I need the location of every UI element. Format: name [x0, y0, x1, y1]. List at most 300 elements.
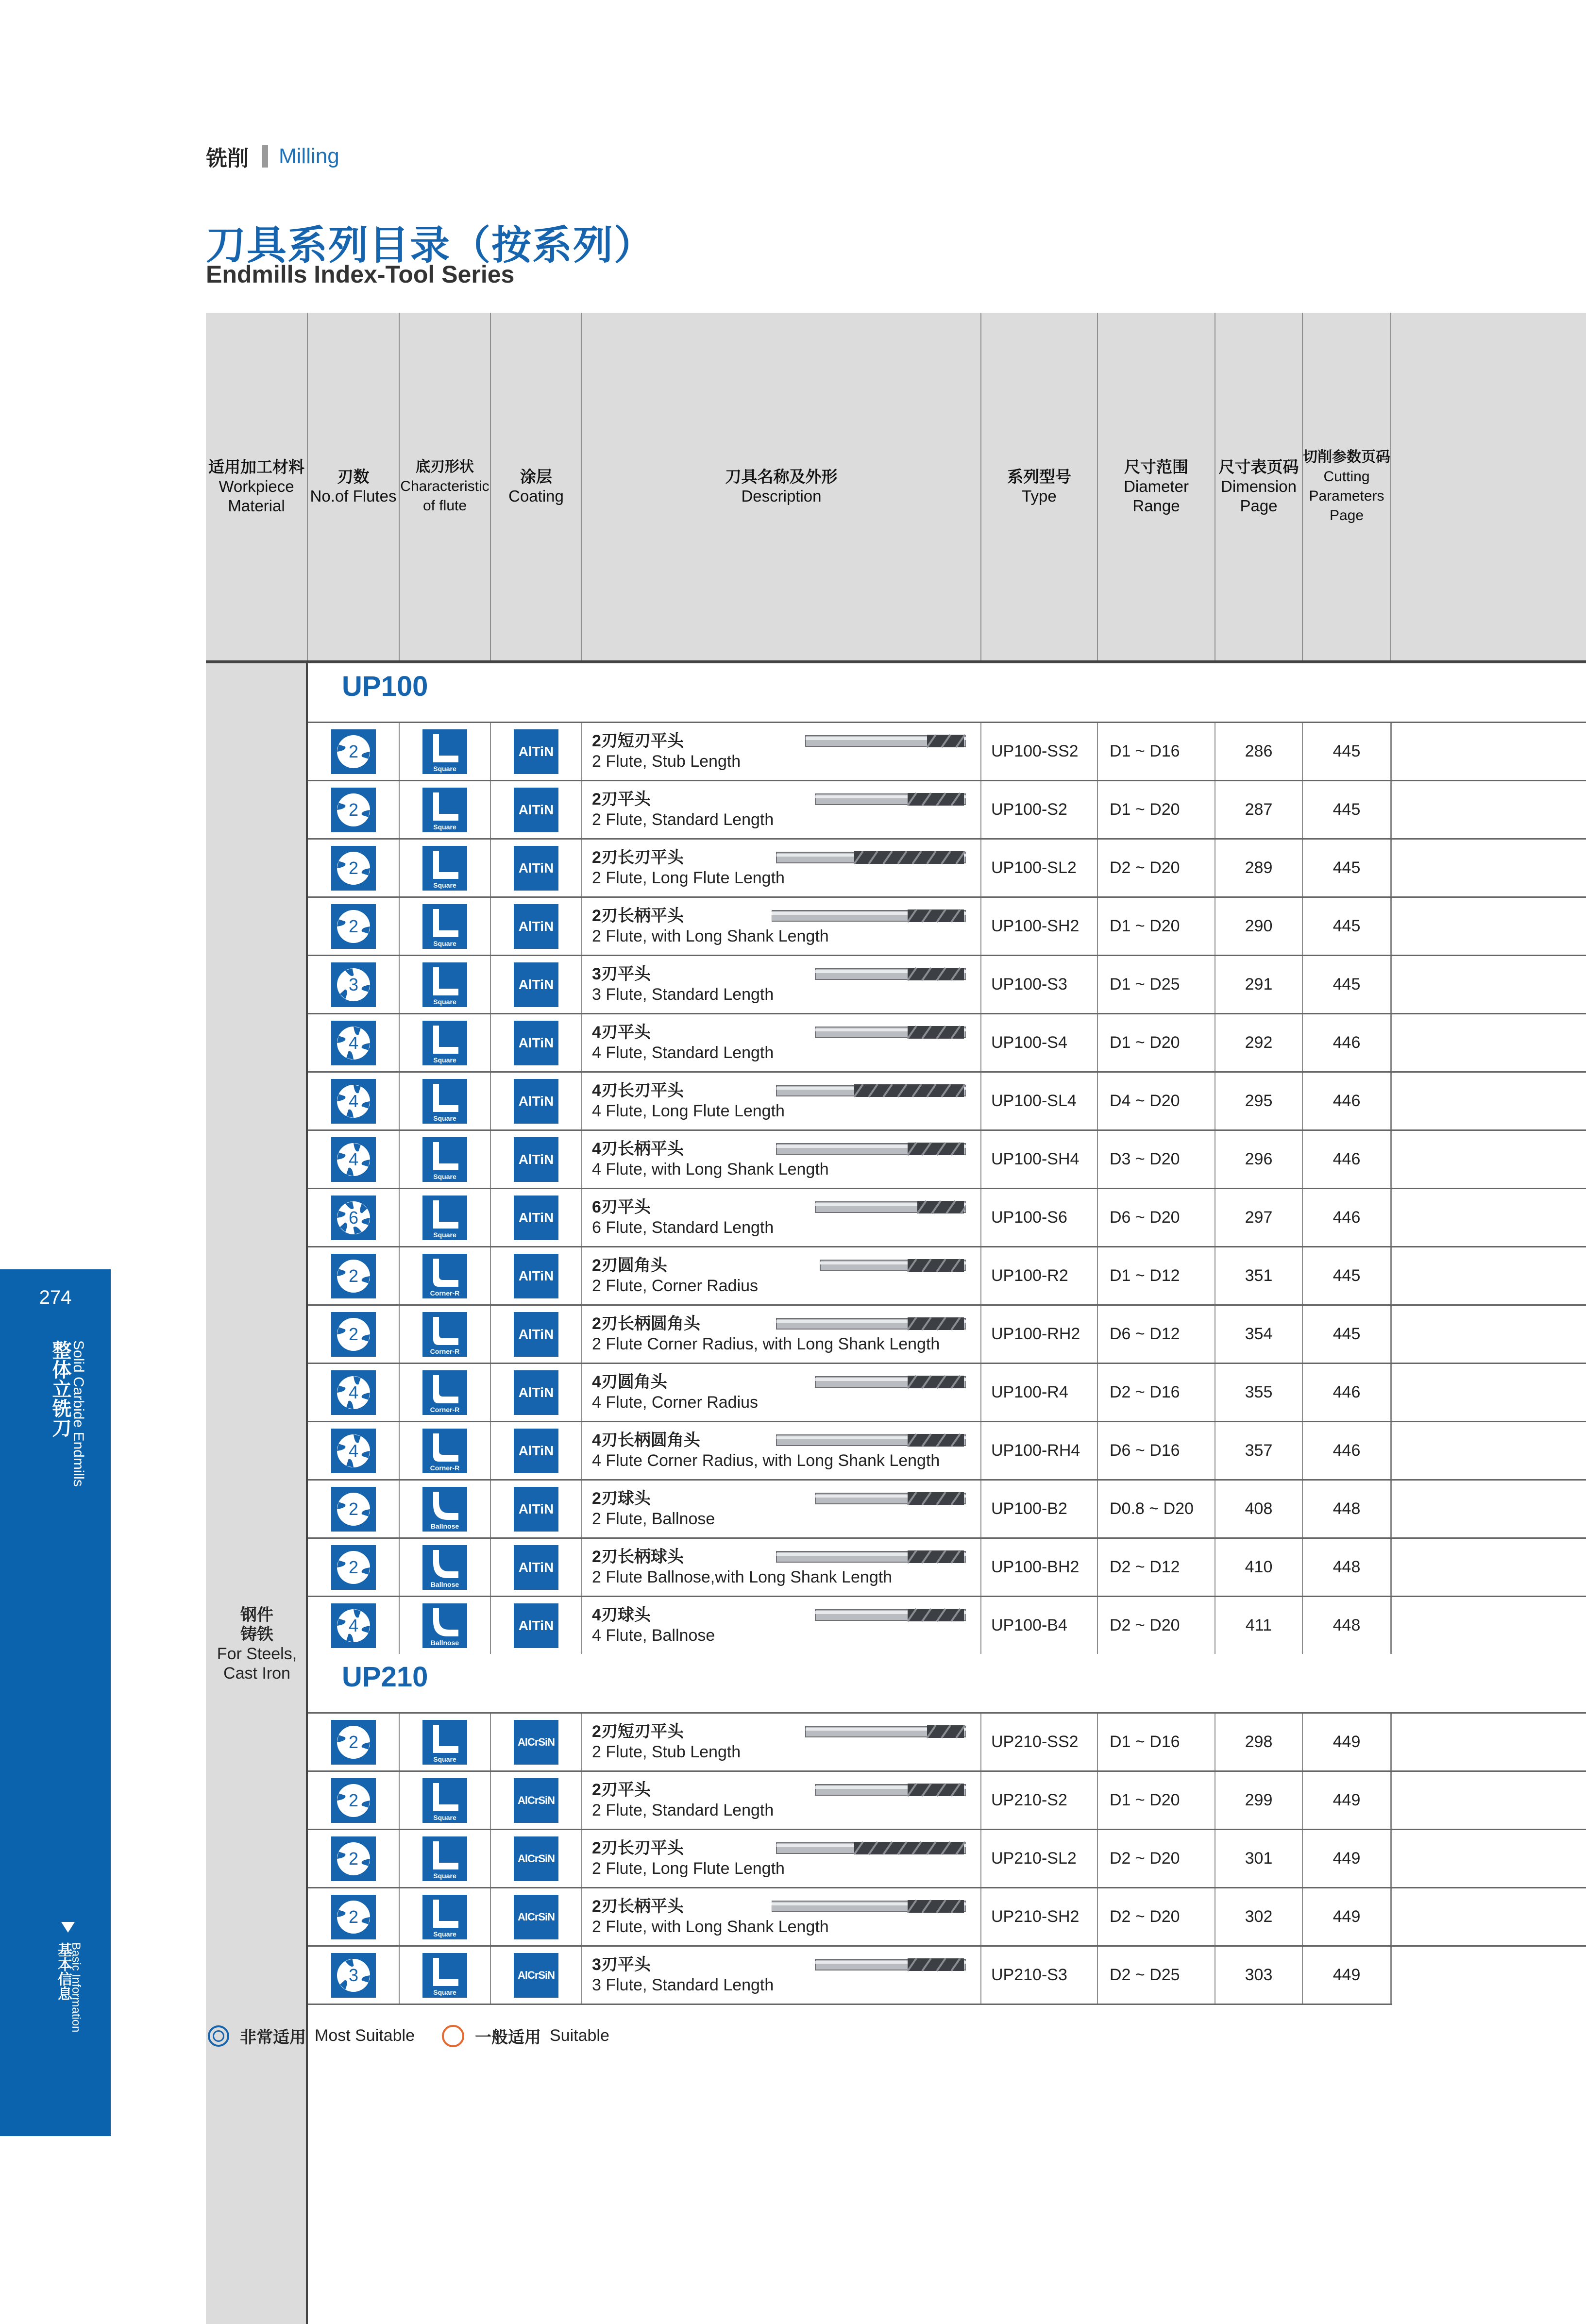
description-cell: [582, 1422, 981, 1479]
characteristic-cell: [400, 781, 491, 838]
cornerr-end-icon: [422, 1370, 467, 1415]
diameter-cell: D2 ~ D20: [1098, 1597, 1215, 1654]
characteristic-cell: [400, 1947, 491, 2004]
coating-cell: [491, 1772, 582, 1829]
row-end-divider: [1391, 1481, 1392, 1537]
dimension-page-cell: 408: [1215, 1481, 1303, 1537]
coating-badge: AlTiN: [514, 1370, 558, 1415]
characteristic-cell: [400, 1888, 491, 1945]
row-end-divider: [1391, 723, 1392, 780]
description-en: 2 Flute, Ballnose: [592, 1510, 715, 1528]
endmill-image: [772, 1488, 966, 1510]
description-en: 3 Flute, Standard Length: [592, 985, 774, 1004]
shape-label: Square: [433, 1056, 456, 1064]
table-row: [308, 1712, 1586, 1770]
svg-text:2: 2: [348, 1790, 358, 1810]
row-end-divider: [1391, 1364, 1392, 1421]
cornerr-end-icon: [422, 1312, 467, 1357]
description-en: 2 Flute, Corner Radius: [592, 1277, 759, 1295]
header-dimension-page: 尺寸表页码 Dimension Page: [1215, 313, 1303, 660]
coating-badge: AlTiN: [514, 846, 558, 891]
diameter-cell: D0.8 ~ D20: [1098, 1481, 1215, 1537]
flutes-cell: [308, 1597, 400, 1654]
description-en: 4 Flute, Corner Radius: [592, 1393, 759, 1412]
flutes-cell: [308, 1247, 400, 1304]
diameter-cell: D1 ~ D16: [1098, 1714, 1215, 1770]
description-cell: [582, 1539, 981, 1596]
table-row: [308, 1363, 1586, 1421]
triangle-down-icon: [61, 1922, 75, 1933]
type-cell: UP100-SL4: [981, 1073, 1098, 1129]
diameter-cell: D2 ~ D20: [1098, 1830, 1215, 1887]
row-end-divider: [1391, 1014, 1392, 1071]
svg-text:2: 2: [348, 1499, 358, 1519]
cutting-page-cell: 445: [1303, 898, 1391, 955]
type-cell: UP100-RH4: [981, 1422, 1098, 1479]
description-en: 2 Flute, Long Flute Length: [592, 1859, 785, 1878]
square-end-icon: [422, 1137, 467, 1182]
type-cell: UP100-SL2: [981, 840, 1098, 896]
dimension-page-cell: 286: [1215, 723, 1303, 780]
shape-label: Square: [433, 1871, 456, 1880]
characteristic-cell: [400, 1247, 491, 1304]
description-cell: [582, 1772, 981, 1829]
coating-badge: AlTiN: [514, 1021, 558, 1065]
description-cn: 2刃长柄平头: [592, 907, 684, 925]
flute-count-icon: [331, 904, 376, 949]
dimension-page-cell: 301: [1215, 1830, 1303, 1887]
shape-label: Corner-R: [430, 1347, 460, 1355]
coating-cell: [491, 898, 582, 955]
legend-most-suitable-en: Most Suitable: [315, 2026, 415, 2045]
diameter-cell: D4 ~ D20: [1098, 1073, 1215, 1129]
row-end-divider: [1391, 1189, 1392, 1246]
section-name-en: Milling: [279, 144, 339, 168]
coating-badge: AlTiN: [514, 1312, 558, 1357]
type-cell: UP100-B4: [981, 1597, 1098, 1654]
description-cell: [582, 1481, 981, 1537]
svg-text:2: 2: [348, 858, 358, 878]
double-circle-icon: [208, 2025, 229, 2047]
endmill-image: [772, 1838, 966, 1859]
dimension-page-cell: 292: [1215, 1014, 1303, 1071]
svg-text:4: 4: [348, 1032, 358, 1053]
svg-text:2: 2: [348, 1906, 358, 1927]
description-en: 2 Flute, Standard Length: [592, 1801, 774, 1819]
characteristic-cell: [400, 1364, 491, 1421]
square-end-icon: [422, 1895, 467, 1939]
table-row: [308, 1479, 1586, 1537]
square-end-icon: [422, 788, 467, 832]
coating-badge: AlTiN: [514, 729, 558, 774]
dimension-page-cell: 302: [1215, 1888, 1303, 1945]
workpiece-material: 钢件 铸铁 For Steels, Cast Iron: [217, 1606, 297, 1683]
diameter-cell: D1 ~ D16: [1098, 723, 1215, 780]
description-cell: [582, 1014, 981, 1071]
page-title-en: Endmills Index-Tool Series: [206, 261, 515, 288]
coating-cell: [491, 1597, 582, 1654]
flutes-cell: [308, 1364, 400, 1421]
flute-count-icon: [331, 1312, 376, 1357]
dimension-page-cell: 351: [1215, 1247, 1303, 1304]
flute-count-icon: [331, 1079, 376, 1124]
coating-badge: AlCrSiN: [514, 1836, 558, 1881]
endmill-image: [772, 1197, 966, 1218]
description-en: 2 Flute, Standard Length: [592, 810, 774, 829]
flutes-cell: [308, 840, 400, 896]
description-cell: [582, 1364, 981, 1421]
flute-count-icon: [331, 1895, 376, 1939]
flutes-cell: [308, 1947, 400, 2004]
coating-cell: [491, 1714, 582, 1770]
cutting-page-cell: 446: [1303, 1422, 1391, 1479]
header-divider: [262, 145, 268, 168]
description-cell: [582, 1597, 981, 1654]
description-cn: 2刃长刃平头: [592, 1839, 684, 1857]
characteristic-cell: [400, 1306, 491, 1363]
square-end-icon: [422, 1836, 467, 1881]
description-cell: [582, 1189, 981, 1246]
row-end-divider: [1391, 1714, 1392, 1770]
coating-badge: AlCrSiN: [514, 1720, 558, 1765]
description-cell: [582, 1888, 981, 1945]
svg-text:4: 4: [348, 1091, 358, 1111]
description-text: [592, 1255, 758, 1296]
description-cell: [582, 1714, 981, 1770]
endmill-image: [772, 1139, 966, 1160]
coating-cell: [491, 1306, 582, 1363]
cutting-page-cell: 448: [1303, 1597, 1391, 1654]
characteristic-cell: [400, 1014, 491, 1071]
flutes-cell: [308, 1014, 400, 1071]
header-cutting-page: 切削参数页码 Cutting Parameters Page: [1303, 313, 1391, 660]
chapter-title-en: Solid Carbide Endmills: [70, 1340, 86, 1487]
coating-cell: [491, 1364, 582, 1421]
coating-cell: [491, 1131, 582, 1188]
description-cn: 6刃平头: [592, 1198, 651, 1216]
characteristic-cell: [400, 1539, 491, 1596]
description-en: 2 Flute, Long Flute Length: [592, 869, 785, 887]
coating-badge: AlTiN: [514, 1429, 558, 1473]
endmill-image: [772, 1954, 966, 1976]
description-text: [592, 1605, 715, 1646]
description-cn: 2刃圆角头: [592, 1256, 667, 1275]
coating-cell: [491, 956, 582, 1013]
dimension-page-cell: 354: [1215, 1306, 1303, 1363]
header-coating: 涂层 Coating: [491, 313, 582, 660]
row-end-divider: [1391, 898, 1392, 955]
description-cn: 4刃平头: [592, 1023, 651, 1042]
shape-label: Ballnose: [430, 1580, 459, 1588]
legend-suitable-cn: 一般适用: [475, 2028, 541, 2047]
cutting-page-cell: 445: [1303, 840, 1391, 896]
characteristic-cell: [400, 1073, 491, 1129]
endmill-image: [772, 1255, 966, 1277]
chapter-title-cn: 整体立铣刀: [50, 1340, 71, 1437]
square-end-icon: [422, 1021, 467, 1065]
svg-text:2: 2: [348, 1848, 358, 1869]
page-number: 274: [39, 1287, 72, 1308]
flutes-cell: [308, 1888, 400, 1945]
row-end-divider: [1391, 1597, 1392, 1654]
cutting-page-cell: 449: [1303, 1772, 1391, 1829]
legend: [208, 2024, 609, 2048]
svg-text:4: 4: [348, 1440, 358, 1461]
shape-label: Corner-R: [430, 1289, 460, 1297]
cutting-page-cell: 446: [1303, 1014, 1391, 1071]
coating-cell: [491, 1189, 582, 1246]
square-end-icon: [422, 1953, 467, 1998]
description-cell: [582, 1247, 981, 1304]
type-cell: UP210-S3: [981, 1947, 1098, 2004]
square-end-icon: [422, 1720, 467, 1765]
series-heading: UP100: [342, 671, 428, 702]
row-end-divider: [1391, 1888, 1392, 1945]
row-end-divider: [1391, 1830, 1392, 1887]
description-text: [592, 1721, 741, 1762]
description-cn: 4刃长柄圆角头: [592, 1431, 700, 1449]
type-cell: UP210-SL2: [981, 1830, 1098, 1887]
table-row: [308, 1129, 1586, 1188]
description-cn: 2刃球头: [592, 1489, 651, 1508]
cutting-page-cell: 449: [1303, 1830, 1391, 1887]
endmill-image: [772, 1605, 966, 1626]
description-en: 2 Flute, Stub Length: [592, 752, 741, 771]
flute-count-icon: [331, 788, 376, 832]
table-row: [308, 1770, 1586, 1829]
shape-label: Square: [433, 823, 456, 831]
coating-cell: [491, 1073, 582, 1129]
coating-badge: AlTiN: [514, 1079, 558, 1124]
coating-badge: AlTiN: [514, 1196, 558, 1240]
type-cell: UP210-S2: [981, 1772, 1098, 1829]
coating-badge: AlTiN: [514, 1137, 558, 1182]
endmill-image: [772, 1896, 966, 1918]
dimension-page-cell: 287: [1215, 781, 1303, 838]
flute-count-icon: [331, 1021, 376, 1065]
coating-badge: AlTiN: [514, 1487, 558, 1532]
description-en: 4 Flute, with Long Shank Length: [592, 1160, 829, 1179]
description-cn: 2刃长柄球头: [592, 1548, 684, 1566]
table-header: [206, 313, 1586, 663]
coating-cell: [491, 1539, 582, 1596]
dimension-page-cell: 355: [1215, 1364, 1303, 1421]
diameter-cell: D6 ~ D12: [1098, 1306, 1215, 1363]
cutting-page-cell: 446: [1303, 1364, 1391, 1421]
row-end-divider: [1391, 1247, 1392, 1304]
characteristic-cell: [400, 1714, 491, 1770]
description-cn: 4刃长刃平头: [592, 1081, 684, 1100]
description-en: 2 Flute Corner Radius, with Long Shank Length: [592, 1335, 940, 1353]
description-cn: 2刃长刃平头: [592, 848, 684, 867]
characteristic-cell: [400, 1830, 491, 1887]
svg-text:2: 2: [348, 1732, 358, 1752]
coating-cell: [491, 1947, 582, 2004]
header-diameter: 尺寸范围 Diameter Range: [1098, 313, 1215, 660]
ballnose-end-icon: [422, 1545, 467, 1590]
shape-label: Ballnose: [430, 1522, 459, 1530]
shape-label: Square: [433, 939, 456, 947]
description-cell: [582, 723, 981, 780]
page-title-cn: 刀具系列目录（按系列）: [206, 223, 655, 268]
table-row: [308, 1829, 1586, 1887]
row-end-divider: [1391, 1539, 1392, 1596]
endmill-image: [772, 1430, 966, 1451]
endmill-image: [772, 1314, 966, 1335]
svg-text:2: 2: [348, 799, 358, 820]
square-end-icon: [422, 904, 467, 949]
legend-suitable-en: Suitable: [550, 2026, 609, 2045]
shape-label: Corner-R: [430, 1464, 460, 1472]
description-en: 4 Flute, Long Flute Length: [592, 1102, 785, 1120]
series-heading: UP210: [342, 1661, 428, 1693]
cutting-page-cell: 446: [1303, 1131, 1391, 1188]
coating-cell: [491, 1014, 582, 1071]
dimension-page-cell: 291: [1215, 956, 1303, 1013]
workpiece-material-column: [206, 663, 308, 2324]
header-type: 系列型号 Type: [981, 313, 1098, 660]
flute-count-icon: [331, 1836, 376, 1881]
endmill-image: [772, 1547, 966, 1568]
cutting-page-cell: 449: [1303, 1947, 1391, 2004]
flutes-cell: [308, 723, 400, 780]
header-description: 刀具名称及外形 Description: [582, 313, 981, 660]
svg-text:2: 2: [348, 1324, 358, 1344]
endmill-image: [772, 1780, 966, 1801]
description-cell: [582, 1073, 981, 1129]
subsection-cn: 基本信息: [55, 1942, 71, 2001]
coating-cell: [491, 1481, 582, 1537]
characteristic-cell: [400, 1772, 491, 1829]
description-cn: 3刃平头: [592, 1955, 651, 1974]
dimension-page-cell: 411: [1215, 1597, 1303, 1654]
row-end-divider: [1391, 781, 1392, 838]
description-en: 4 Flute, Ballnose: [592, 1626, 715, 1645]
description-cn: 2刃平头: [592, 790, 651, 808]
row-end-divider: [1391, 1947, 1392, 2004]
shape-label: Square: [433, 1813, 456, 1821]
flutes-cell: [308, 1772, 400, 1829]
characteristic-cell: [400, 1597, 491, 1654]
ballnose-end-icon: [422, 1487, 467, 1532]
coating-badge: AlTiN: [514, 1254, 558, 1298]
cornerr-end-icon: [422, 1254, 467, 1298]
ballnose-end-icon: [422, 1603, 467, 1648]
shape-label: Square: [433, 764, 456, 773]
coating-badge: AlCrSiN: [514, 1778, 558, 1823]
svg-text:6: 6: [348, 1207, 358, 1228]
dimension-page-cell: 290: [1215, 898, 1303, 955]
svg-text:2: 2: [348, 741, 358, 761]
cutting-page-cell: 448: [1303, 1481, 1391, 1537]
diameter-cell: D2 ~ D16: [1098, 1364, 1215, 1421]
diameter-cell: D2 ~ D20: [1098, 840, 1215, 896]
cutting-page-cell: 449: [1303, 1888, 1391, 1945]
table-row: [308, 1421, 1586, 1479]
table-bottom-border: [308, 2004, 1392, 2005]
type-cell: UP210-SS2: [981, 1714, 1098, 1770]
flutes-cell: [308, 781, 400, 838]
row-end-divider: [1391, 840, 1392, 896]
dimension-page-cell: 295: [1215, 1073, 1303, 1129]
type-cell: UP100-BH2: [981, 1539, 1098, 1596]
cornerr-end-icon: [422, 1429, 467, 1473]
diameter-cell: D3 ~ D20: [1098, 1131, 1215, 1188]
flute-count-icon: [331, 1137, 376, 1182]
description-en: 4 Flute, Standard Length: [592, 1044, 774, 1062]
header-flutes: 刃数 No.of Flutes: [308, 313, 400, 660]
table-row: [308, 1537, 1586, 1596]
flutes-cell: [308, 956, 400, 1013]
type-cell: UP100-SH4: [981, 1131, 1098, 1188]
cutting-page-cell: 445: [1303, 781, 1391, 838]
square-end-icon: [422, 729, 467, 774]
description-cell: [582, 956, 981, 1013]
row-end-divider: [1391, 1306, 1392, 1363]
diameter-cell: D1 ~ D25: [1098, 956, 1215, 1013]
description-text: [592, 1954, 774, 1995]
coating-cell: [491, 781, 582, 838]
cutting-page-cell: 449: [1303, 1714, 1391, 1770]
page-header: [206, 141, 339, 172]
type-cell: UP100-SH2: [981, 898, 1098, 955]
cutting-page-cell: 448: [1303, 1539, 1391, 1596]
description-cell: [582, 840, 981, 896]
table-row: [308, 838, 1586, 896]
coating-cell: [491, 1422, 582, 1479]
description-text: [592, 789, 774, 830]
table-row: [308, 1304, 1586, 1363]
description-text: [592, 1022, 774, 1063]
shape-label: Square: [433, 1172, 456, 1180]
svg-text:4: 4: [348, 1615, 358, 1635]
circle-icon: [442, 2025, 464, 2047]
row-end-divider: [1391, 1422, 1392, 1479]
description-cell: [582, 1131, 981, 1188]
row-end-divider: [1391, 1772, 1392, 1829]
diameter-cell: D1 ~ D20: [1098, 1772, 1215, 1829]
shape-label: Square: [433, 1988, 456, 1996]
flutes-cell: [308, 1830, 400, 1887]
characteristic-cell: [400, 1189, 491, 1246]
diameter-cell: D1 ~ D20: [1098, 781, 1215, 838]
endmill-image: [772, 964, 966, 985]
table-row: [308, 722, 1586, 780]
characteristic-cell: [400, 840, 491, 896]
description-en: 2 Flute, Stub Length: [592, 1743, 741, 1761]
diameter-cell: D6 ~ D20: [1098, 1189, 1215, 1246]
cutting-page-cell: 445: [1303, 723, 1391, 780]
coating-cell: [491, 840, 582, 896]
description-cn: 4刃球头: [592, 1606, 651, 1624]
flute-count-icon: [331, 1487, 376, 1532]
description-text: [592, 1197, 774, 1238]
dimension-page-cell: 303: [1215, 1947, 1303, 2004]
endmill-image: [772, 789, 966, 810]
header-characteristic: 底刃形状 Characteristic of flute: [400, 313, 491, 660]
type-cell: UP100-RH2: [981, 1306, 1098, 1363]
cutting-page-cell: 445: [1303, 956, 1391, 1013]
square-end-icon: [422, 1079, 467, 1124]
description-cn: 4刃长柄平头: [592, 1140, 684, 1158]
flute-count-icon: [331, 846, 376, 891]
row-end-divider: [1391, 1073, 1392, 1129]
flutes-cell: [308, 1481, 400, 1537]
description-cn: 2刃短刃平头: [592, 732, 684, 750]
description-text: [592, 964, 774, 1005]
description-en: 2 Flute, with Long Shank Length: [592, 1918, 829, 1936]
shape-label: Square: [433, 1230, 456, 1239]
